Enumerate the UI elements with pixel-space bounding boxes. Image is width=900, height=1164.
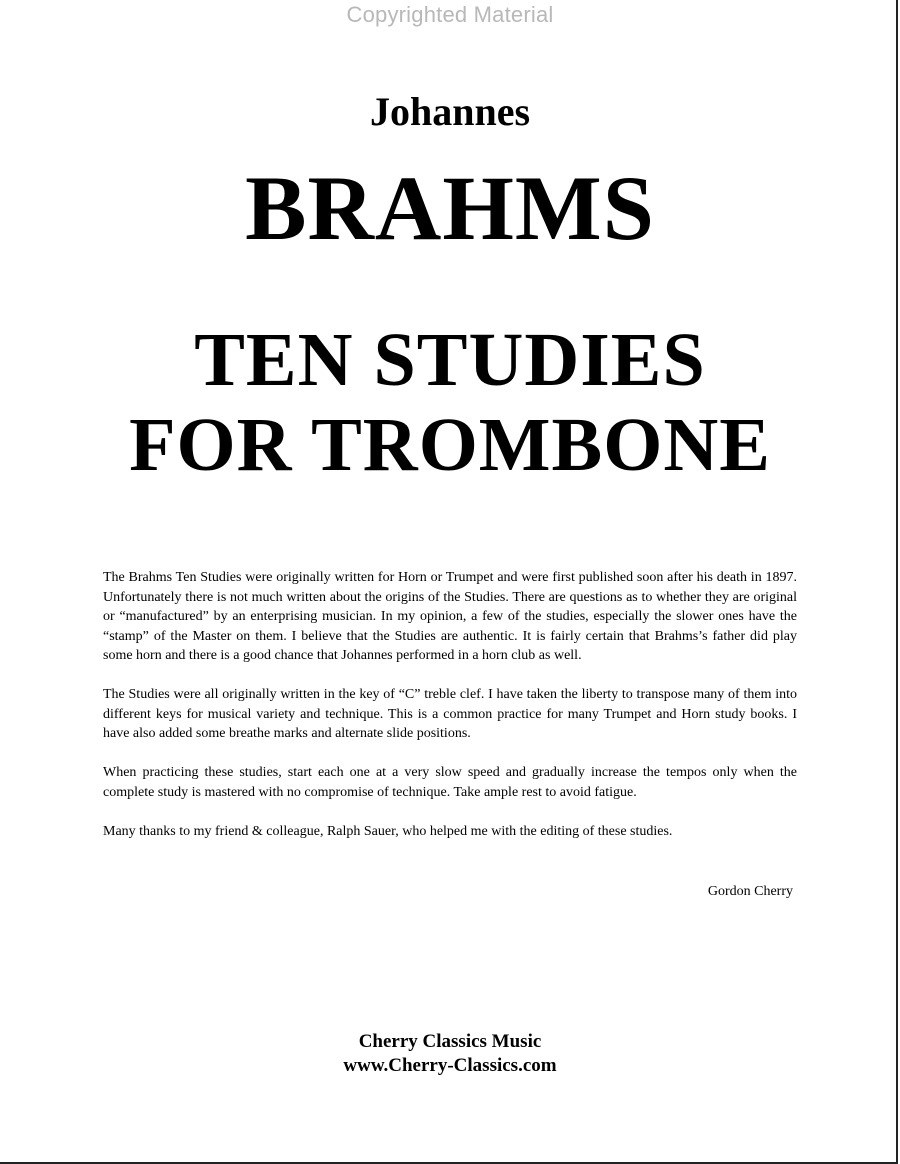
publisher-website: www.Cherry-Classics.com <box>343 1055 557 1076</box>
preface-paragraph: The Studies were all originally written in the key of “C” treble clef. I have taken the liberty to transpose many of them into different keys for musical variety and technique. This is a common practice for many Trumpet and Horn study books. I have also added some breathe marks and alternate slide positions. <box>103 687 797 741</box>
preface-paragraph: When practicing these studies, start each one at a very slow speed and gradually increase the tempos only when the complete study is mastered with no compromise of technique. Take ample rest to avoid fatigue. <box>103 765 797 800</box>
publisher-block <box>0 1030 900 1078</box>
preface-paragraph: The Brahms Ten Studies were originally written for Horn or Trumpet and were first published soon after his death in 1897. Unfortunately there is not much written about the origins of the Studies. There are questions as to whether they are original or “manufactured” by an enterprising musician. In my opinion, a few of the studies, especially the slower ones have the “stamp” of the Master on them. I believe that the Studies are authentic. It is fairly certain that Brahms’s father did play some horn and there is a good chance that Johannes performed in a horn club as well. <box>103 570 797 663</box>
title-line-1: TEN STUDIES <box>194 318 706 402</box>
title-line-2: FOR TROMBONE <box>129 403 771 487</box>
composer-first-name: Johannes <box>369 89 531 134</box>
page-title <box>0 318 900 488</box>
composer-last-name: BRAHMS <box>245 157 655 259</box>
author-signature: Gordon Cherry <box>707 884 793 899</box>
copyright-watermark: Copyrighted Material <box>346 2 554 27</box>
preface-text <box>103 568 797 861</box>
publisher-name: Cherry Classics Music <box>358 1031 542 1052</box>
preface-paragraph: Many thanks to my friend & colleague, Ralph Sauer, who helped me with the editing of these studies. <box>103 823 673 839</box>
